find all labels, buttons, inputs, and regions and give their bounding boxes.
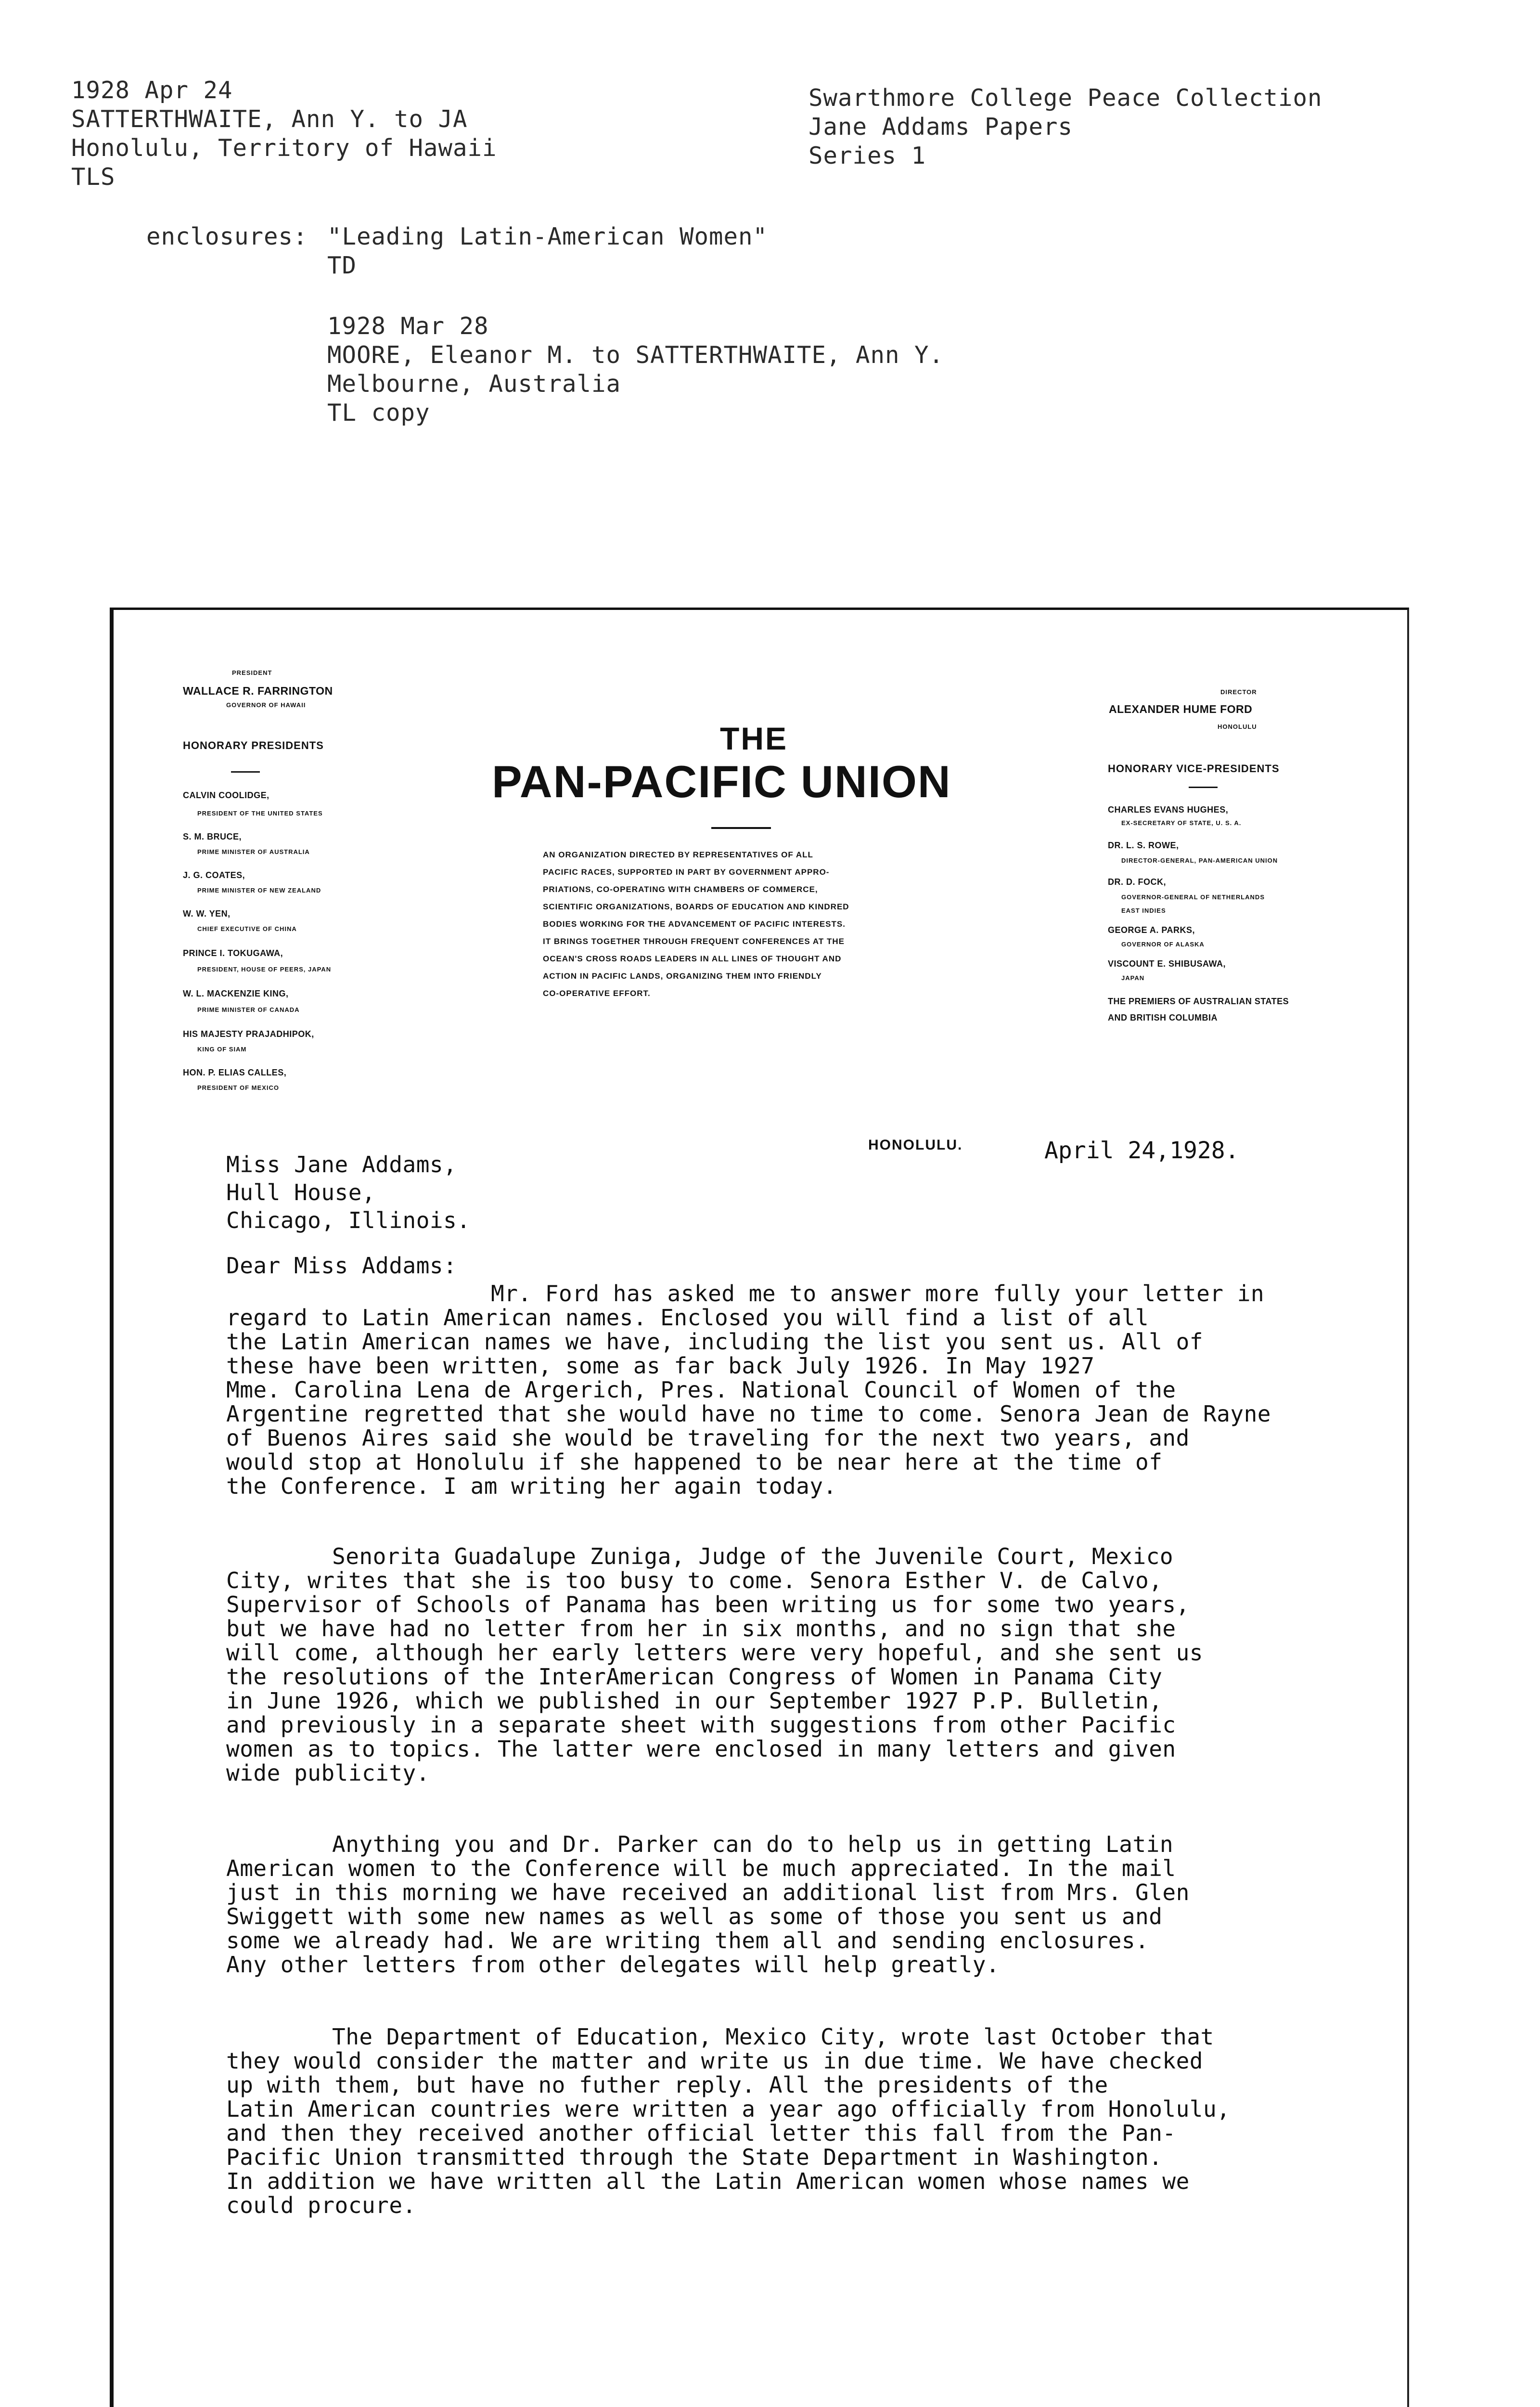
body-line: City, writes that she is too busy to come. Senora Esther V. de Calvo, — [226, 1567, 1163, 1593]
body-line: of Buenos Aires said she would be traveling for the next two years, and — [226, 1425, 1190, 1451]
letter-date: April 24,1928. — [1044, 1137, 1239, 1164]
catalog-correspondents: SATTERTHWAITE, Ann Y. to JA — [71, 105, 468, 133]
honorary-president-name: PRINCE I. TOKUGAWA, — [183, 948, 283, 958]
vice-president-name: DR. L. S. ROWE, — [1108, 841, 1179, 850]
body-line: could procure. — [226, 2192, 416, 2218]
body-line: Argentine regretted that she would have no time to come. Senora Jean de Rayne — [226, 1401, 1271, 1427]
body-line: some we already had. We are writing them all and sending enclosures. — [226, 1928, 1149, 1954]
mission-line: ACTION IN PACIFIC LANDS, ORGANIZING THEM INTO FRIENDLY — [543, 971, 822, 981]
premiers-line: AND BRITISH COLUMBIA — [1108, 1013, 1218, 1022]
body-line: but we have had no letter from her in six months, and no sign that she — [226, 1616, 1176, 1642]
body-line: would stop at Honolulu if she happened to be near here at the time of — [226, 1449, 1163, 1475]
body-line: Any other letters from other delegates will help greatly. — [226, 1952, 1000, 1978]
mission-line: IT BRINGS TOGETHER THROUGH FREQUENT CONFERENCES AT THE — [543, 937, 845, 946]
catalog-date: 1928 Apr 24 — [71, 77, 233, 104]
vice-president-name: VISCOUNT E. SHIBUSAWA, — [1108, 959, 1226, 969]
honorary-president-title: PRESIDENT OF MEXICO — [197, 1084, 279, 1091]
body-line: Swiggett with some new names as well as some of those you sent us and — [226, 1903, 1163, 1929]
body-line: wide publicity. — [226, 1760, 430, 1786]
vice-divider — [1189, 787, 1218, 788]
body-line: Latin American countries were written a year ago officially from Honolulu, — [226, 2096, 1231, 2122]
honorary-president-title: CHIEF EXECUTIVE OF CHINA — [197, 925, 297, 932]
honorary-presidents-label: HONORARY PRESIDENTS — [183, 739, 324, 751]
mission-line: PRIATIONS, CO-OPERATING WITH CHAMBERS OF COMMERCE, — [543, 885, 818, 894]
enclosure-line: MOORE, Eleanor M. to SATTERTHWAITE, Ann Y. — [327, 341, 944, 369]
catalog-format: TLS — [71, 163, 116, 191]
honorary-president-name: S. M. BRUCE, — [183, 832, 242, 841]
vice-president-name: DR. D. FOCK, — [1108, 877, 1166, 887]
honorary-president-name: J. G. COATES, — [183, 870, 245, 880]
catalog-place: Honolulu, Territory of Hawaii — [71, 134, 497, 162]
mission-line: BODIES WORKING FOR THE ADVANCEMENT OF PACIFIC INTERESTS. — [543, 919, 846, 929]
honorary-president-title: KING OF SIAM — [197, 1046, 247, 1053]
honorary-president-title: PRESIDENT, HOUSE OF PEERS, JAPAN — [197, 966, 332, 973]
director-name: ALEXANDER HUME FORD — [1109, 703, 1253, 715]
honorary-president-title: PRIME MINISTER OF NEW ZEALAND — [197, 887, 321, 894]
papers-name: Jane Addams Papers — [808, 113, 1073, 141]
premiers-line: THE PREMIERS OF AUSTRALIAN STATES — [1108, 996, 1289, 1006]
body-line: women as to topics. The latter were enclosed in many letters and given — [226, 1736, 1176, 1762]
body-line: the Latin American names we have, including the list you sent us. All of — [226, 1329, 1203, 1355]
honorary-president-name: HON. P. ELIAS CALLES, — [183, 1068, 287, 1077]
body-line: just in this morning we have received an additional list from Mrs. Glen — [226, 1879, 1190, 1905]
body-line: Senorita Guadalupe Zuniga, Judge of the Juvenile Court, Mexico — [332, 1543, 1174, 1569]
mission-line: PACIFIC RACES, SUPPORTED IN PART BY GOVERNMENT APPRO- — [543, 867, 830, 877]
president-title: GOVERNOR OF HAWAII — [226, 701, 306, 709]
mission-line: SCIENTIFIC ORGANIZATIONS, BOARDS OF EDUCATION AND KINDRED — [543, 902, 849, 911]
enclosure-line: TL copy — [327, 399, 430, 427]
address-line: Chicago, Illinois. — [226, 1207, 471, 1233]
body-line: they would consider the matter and write us in due time. We have checked — [226, 2048, 1203, 2074]
honorary-president-title: PRIME MINISTER OF CANADA — [197, 1006, 300, 1013]
vice-president-title: DIRECTOR-GENERAL, PAN-AMERICAN UNION — [1121, 857, 1278, 864]
body-line: these have been written, some as far back July 1926. In May 1927 — [226, 1353, 1095, 1379]
president-name: WALLACE R. FARRINGTON — [183, 685, 333, 697]
body-line: the resolutions of the InterAmerican Congress of Women in Panama City — [226, 1664, 1163, 1690]
mission-statement — [543, 846, 976, 1002]
enclosure-line: Melbourne, Australia — [327, 370, 621, 398]
body-line: American women to the Conference will be much appreciated. In the mail — [226, 1855, 1176, 1881]
body-line: and then they received another official letter this fall from the Pan- — [226, 2120, 1176, 2146]
mission-line: CO-OPERATIVE EFFORT. — [543, 989, 651, 998]
honorary-president-name: W. L. MACKENZIE KING, — [183, 989, 289, 998]
letterhead-title: PAN-PACIFIC UNION — [492, 756, 951, 807]
honorary-vice-presidents-label: HONORARY VICE-PRESIDENTS — [1108, 763, 1280, 775]
collection-name: Swarthmore College Peace Collection — [808, 84, 1322, 112]
enclosure-line: TD — [327, 252, 357, 279]
president-label: PRESIDENT — [232, 669, 272, 676]
address-line: Hull House, — [226, 1179, 376, 1205]
honorary-president-title: PRESIDENT OF THE UNITED STATES — [197, 810, 323, 817]
mission-line: AN ORGANIZATION DIRECTED BY REPRESENTATIVES OF ALL — [543, 850, 813, 859]
enclosure-line: "Leading Latin-American Women" — [327, 223, 768, 250]
director-label: DIRECTOR — [1220, 688, 1257, 696]
honorary-president-name: HIS MAJESTY PRAJADHIPOK, — [183, 1029, 314, 1039]
address-line: Miss Jane Addams, — [226, 1152, 457, 1178]
vice-president-name: CHARLES EVANS HUGHES, — [1108, 805, 1229, 815]
series-name: Series 1 — [808, 142, 926, 169]
honorary-president-title: PRIME MINISTER OF AUSTRALIA — [197, 848, 310, 855]
salutation: Dear Miss Addams: — [226, 1253, 457, 1279]
letter-city: HONOLULU. — [868, 1137, 963, 1153]
mission-line: OCEAN'S CROSS ROADS LEADERS IN ALL LINES OF THOUGHT AND — [543, 954, 842, 963]
vice-president-title: GOVERNOR OF ALASKA — [1121, 941, 1205, 948]
vice-president-title: EX-SECRETARY OF STATE, U. S. A. — [1121, 819, 1242, 827]
director-city: HONOLULU — [1218, 723, 1257, 730]
letterhead-rule — [711, 827, 771, 829]
body-line: Mme. Carolina Lena de Argerich, Pres. National Council of Women of the — [226, 1377, 1176, 1403]
vice-president-title: EAST INDIES — [1121, 907, 1166, 914]
body-line: will come, although her early letters were very hopeful, and she sent us — [226, 1640, 1203, 1666]
body-line: Anything you and Dr. Parker can do to help us in getting Latin — [332, 1831, 1174, 1857]
body-line: Mr. Ford has asked me to answer more fully your letter in — [491, 1281, 1265, 1307]
honorary-divider — [231, 771, 260, 773]
body-line: In addition we have written all the Latin American women whose names we — [226, 2168, 1190, 2194]
body-line: up with them, but have no futher reply. All the presidents of the — [226, 2072, 1108, 2098]
honorary-president-name: W. W. YEN, — [183, 909, 231, 919]
body-line: Pacific Union transmitted through the State Department in Washington. — [226, 2144, 1163, 2170]
enclosure-line: 1928 Mar 28 — [327, 312, 489, 340]
vice-president-name: GEORGE A. PARKS, — [1108, 925, 1195, 935]
body-line: and previously in a separate sheet with suggestions from other Pacific — [226, 1712, 1176, 1738]
body-line: in June 1926, which we published in our September 1927 P.P. Bulletin, — [226, 1688, 1163, 1714]
vice-president-title: JAPAN — [1121, 974, 1145, 982]
body-line: The Department of Education, Mexico City, wrote last October that — [332, 2024, 1214, 2050]
enclosures-label: enclosures: — [146, 223, 308, 250]
body-line: regard to Latin American names. Enclosed you will find a list of all — [226, 1305, 1149, 1331]
vice-president-title: GOVERNOR-GENERAL OF NETHERLANDS — [1121, 893, 1265, 901]
letterhead-the: THE — [720, 721, 788, 756]
body-line: Supervisor of Schools of Panama has been writing us for some two years, — [226, 1592, 1190, 1618]
body-line: the Conference. I am writing her again today. — [226, 1473, 837, 1499]
honorary-president-name: CALVIN COOLIDGE, — [183, 790, 270, 800]
